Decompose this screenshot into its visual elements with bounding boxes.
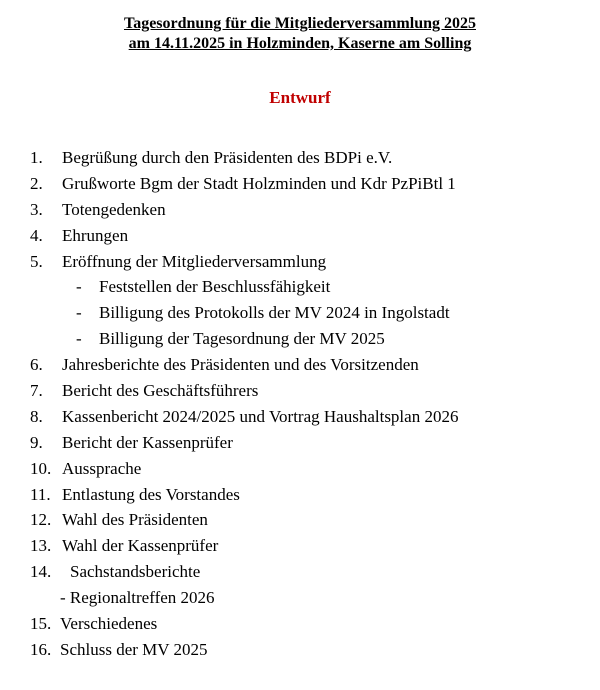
agenda-item-text: Ehrungen xyxy=(62,225,129,245)
agenda-item-14 xyxy=(30,559,590,585)
agenda-subitem-text: - Regionaltreffen 2026 xyxy=(60,588,215,608)
draft-label: Entwurf xyxy=(269,88,331,107)
agenda-item-text: Kassenbericht 2024/2025 und Vortrag Haushaltsplan 2026 xyxy=(62,406,459,426)
agenda-item-7 xyxy=(30,378,590,404)
agenda-item-2 xyxy=(30,171,590,197)
agenda-list xyxy=(30,145,590,663)
agenda-item-number: 4. xyxy=(30,225,43,245)
agenda-item-number: 6. xyxy=(30,355,43,375)
agenda-subitem-text: Feststellen der Beschlussfähigkeit xyxy=(99,277,331,297)
agenda-item-4 xyxy=(30,223,590,249)
agenda-item-1 xyxy=(30,145,590,171)
agenda-item-number: 7. xyxy=(30,381,43,401)
agenda-subitem-5-3 xyxy=(30,326,590,352)
agenda-item-10 xyxy=(30,456,590,482)
agenda-item-number: 12. xyxy=(30,510,52,530)
agenda-item-number: 11. xyxy=(30,484,51,504)
agenda-item-12 xyxy=(30,507,590,533)
agenda-item-number: 14. xyxy=(30,562,52,582)
agenda-item-text: Aussprache xyxy=(62,458,142,478)
agenda-subitem-5-1 xyxy=(30,274,590,300)
title-line-2: am 14.11.2025 in Holzminden, Kaserne am Solling xyxy=(128,35,472,52)
agenda-item-text: Eröffnung der Mitgliederversammlung xyxy=(62,251,327,271)
agenda-item-15 xyxy=(30,611,590,637)
agenda-item-number: 8. xyxy=(30,406,43,426)
agenda-item-5 xyxy=(30,249,590,275)
agenda-item-number: 13. xyxy=(30,536,52,556)
agenda-item-text: Bericht des Geschäftsführers xyxy=(62,381,259,401)
agenda-item-text: Begrüßung durch den Präsidenten des BDPi e.V. xyxy=(62,148,393,167)
agenda-item-number: 10. xyxy=(30,458,52,478)
agenda-item-11 xyxy=(30,482,590,508)
agenda-subitem-text: Billigung der Tagesordnung der MV 2025 xyxy=(99,329,385,349)
subitem-dash: - xyxy=(76,277,82,297)
agenda-item-number: 15. xyxy=(30,614,52,634)
agenda-subitem-text: Billigung des Protokolls der MV 2024 in Ingolstadt xyxy=(99,303,450,323)
title-line-1: Tagesordnung für die Mitgliederversammlung 2025 xyxy=(123,15,476,32)
subitem-dash: - xyxy=(76,303,82,323)
agenda-item-9 xyxy=(30,430,590,456)
agenda-item-16 xyxy=(30,637,590,663)
agenda-item-text: Wahl des Präsidenten xyxy=(62,510,208,530)
agenda-item-number: 2. xyxy=(30,173,43,193)
agenda-item-13 xyxy=(30,533,590,559)
agenda-item-text: Sachstandsberichte xyxy=(70,562,201,582)
agenda-item-number: 1. xyxy=(30,148,43,167)
agenda-item-8 xyxy=(30,404,590,430)
agenda-item-3 xyxy=(30,197,590,223)
agenda-item-number: 3. xyxy=(30,199,43,219)
agenda-item-text: Wahl der Kassenprüfer xyxy=(62,536,219,556)
agenda-subitem-14-1 xyxy=(30,585,590,611)
agenda-item-number: 9. xyxy=(30,432,43,452)
agenda-item-text: Jahresberichte des Präsidenten und des Vorsitzenden xyxy=(62,355,419,375)
agenda-item-number: 16. xyxy=(30,639,52,659)
agenda-item-6 xyxy=(30,352,590,378)
agenda-item-text: Schluss der MV 2025 xyxy=(60,639,208,659)
agenda-item-text: Verschiedenes xyxy=(60,614,158,634)
agenda-item-text: Totengedenken xyxy=(62,199,166,219)
agenda-subitem-5-2 xyxy=(30,300,590,326)
document-title xyxy=(0,14,600,54)
agenda-item-number: 5. xyxy=(30,251,43,271)
agenda-item-text: Grußworte Bgm der Stadt Holzminden und Kdr PzPiBtl 1 xyxy=(62,173,456,193)
agenda-item-text: Entlastung des Vorstandes xyxy=(62,484,240,504)
subitem-dash: - xyxy=(76,329,82,349)
agenda-item-text: Bericht der Kassenprüfer xyxy=(62,432,233,452)
